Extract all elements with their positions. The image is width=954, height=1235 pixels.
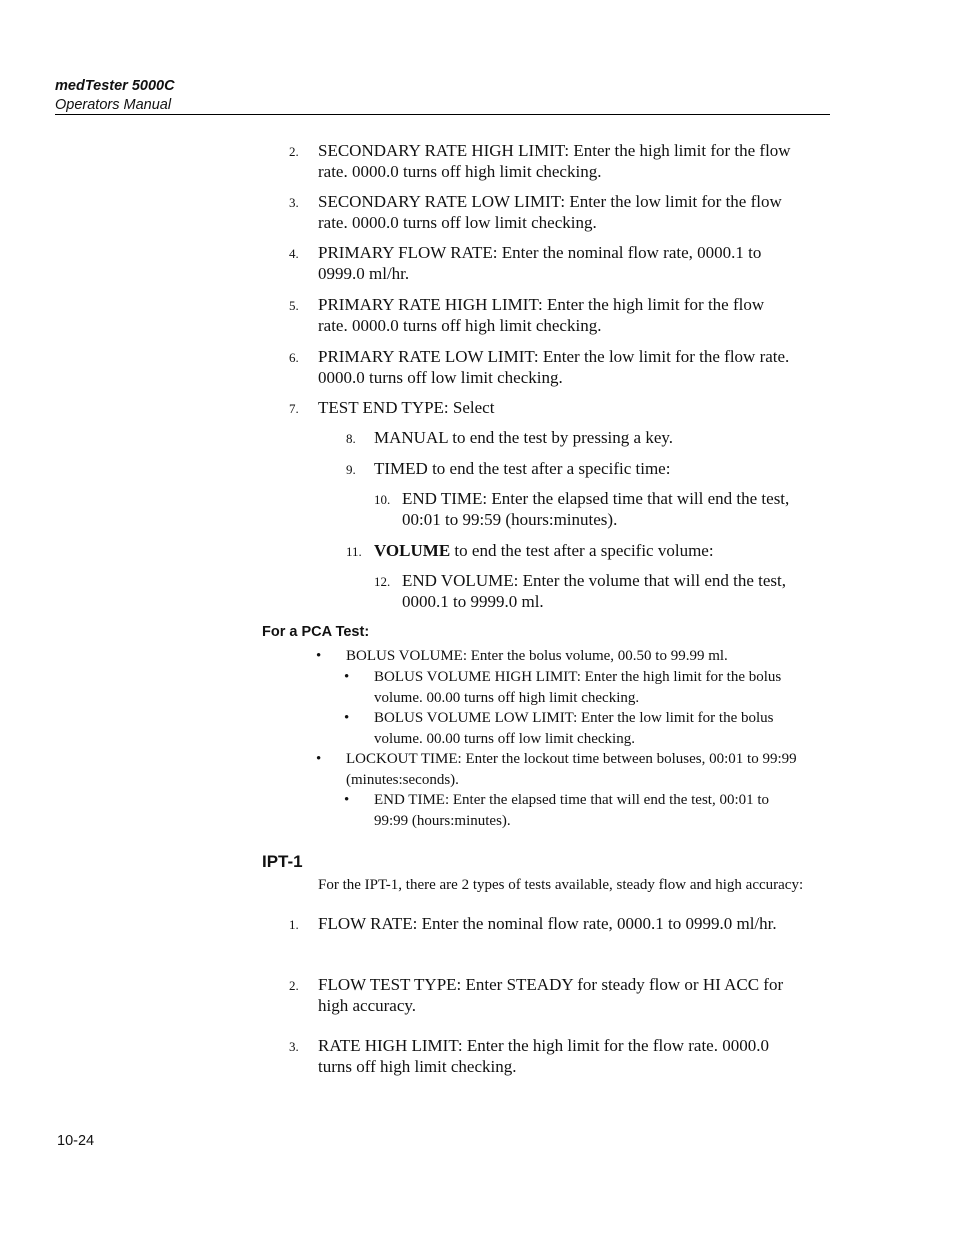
step-number: 1. (289, 917, 299, 932)
step-text: SECONDARY RATE LOW LIMIT: Enter the low limit for the flow rate. 0000.0 turns off low limit checking. (318, 192, 782, 232)
bullet-icon: • (316, 648, 322, 664)
ipt-intro: For the IPT-1, there are 2 types of tests available, steady flow and high accuracy: (318, 877, 804, 893)
bullet-text: BOLUS VOLUME LOW LIMIT: Enter the low limit for the bolus volume. 00.00 turns off low limit checking. (374, 710, 774, 747)
bullet-text: END TIME: Enter the elapsed time that will end the test, 00:01 to 99:99 (hours:minutes). (374, 792, 770, 829)
step-text: END VOLUME: Enter the volume that will end the test, 0000.1 to 9999.0 ml. (402, 571, 787, 611)
step-text: SECONDARY RATE HIGH LIMIT: Enter the high limit for the flow rate. 0000.0 turns off high limit checking. (318, 141, 791, 181)
step-number: 5. (289, 298, 299, 313)
bullet-icon: • (344, 710, 350, 726)
step-number: 3. (289, 1039, 299, 1054)
step-text: RATE HIGH LIMIT: Enter the high limit for the flow rate. 0000.0 turns off high limit checking. (318, 1036, 769, 1076)
bullet-icon: • (344, 669, 350, 685)
step-number: 9. (346, 462, 356, 477)
step-text: TEST END TYPE: Select (318, 398, 495, 417)
step-number: 3. (289, 195, 299, 210)
step-number: 8. (346, 431, 356, 446)
step-text: PRIMARY RATE LOW LIMIT: Enter the low limit for the flow rate. 0000.0 turns off low limit checking. (318, 347, 790, 387)
step-text: END TIME: Enter the elapsed time that will end the test, 00:01 to 99:59 (hours:minutes). (402, 489, 790, 529)
bullet-text: BOLUS VOLUME HIGH LIMIT: Enter the high limit for the bolus volume. 00.00 turns off high limit checking. (374, 669, 782, 706)
step-text: TIMED to end the test after a specific time: (374, 459, 671, 478)
step-text: PRIMARY RATE HIGH LIMIT: Enter the high limit for the flow rate. 0000.0 turns off high limit checking. (318, 295, 765, 335)
step-number: 2. (289, 144, 299, 159)
step-number: 7. (289, 401, 299, 416)
step-text: FLOW RATE: Enter the nominal flow rate, 0000.1 to 0999.0 ml/hr. (318, 914, 777, 933)
step-number: 6. (289, 350, 299, 365)
pca-heading: For a PCA Test: (262, 624, 370, 640)
manual-title: medTester 5000C (55, 78, 175, 94)
step-number: 12. (374, 574, 391, 589)
step-text: FLOW TEST TYPE: Enter STEADY for steady flow or HI ACC for high accuracy. (318, 975, 784, 1015)
page-header (55, 77, 830, 114)
header-rule (55, 114, 830, 115)
step-text: MANUAL to end the test by pressing a key. (374, 428, 674, 447)
step-number: 2. (289, 978, 299, 993)
step-text (374, 540, 804, 561)
step-bold-term: VOLUME (374, 541, 451, 560)
page-number: 10-24 (57, 1133, 95, 1149)
bullet-icon: • (344, 792, 350, 808)
bullet-icon: • (316, 751, 322, 767)
step-number: 11. (346, 544, 362, 559)
step-number: 10. (374, 492, 391, 507)
bullet-text: BOLUS VOLUME: Enter the bolus volume, 00.50 to 99.99 ml. (346, 648, 728, 664)
manual-subtitle: Operators Manual (55, 97, 172, 113)
step-text-rest: to end the test after a specific volume: (450, 541, 714, 560)
ipt-heading: IPT-1 (262, 852, 303, 871)
bullet-text: LOCKOUT TIME: Enter the lockout time between boluses, 00:01 to 99:99 (minutes:seconds). (346, 751, 797, 788)
step-number: 4. (289, 246, 299, 261)
step-text: PRIMARY FLOW RATE: Enter the nominal flow rate, 0000.1 to 0999.0 ml/hr. (318, 243, 762, 283)
